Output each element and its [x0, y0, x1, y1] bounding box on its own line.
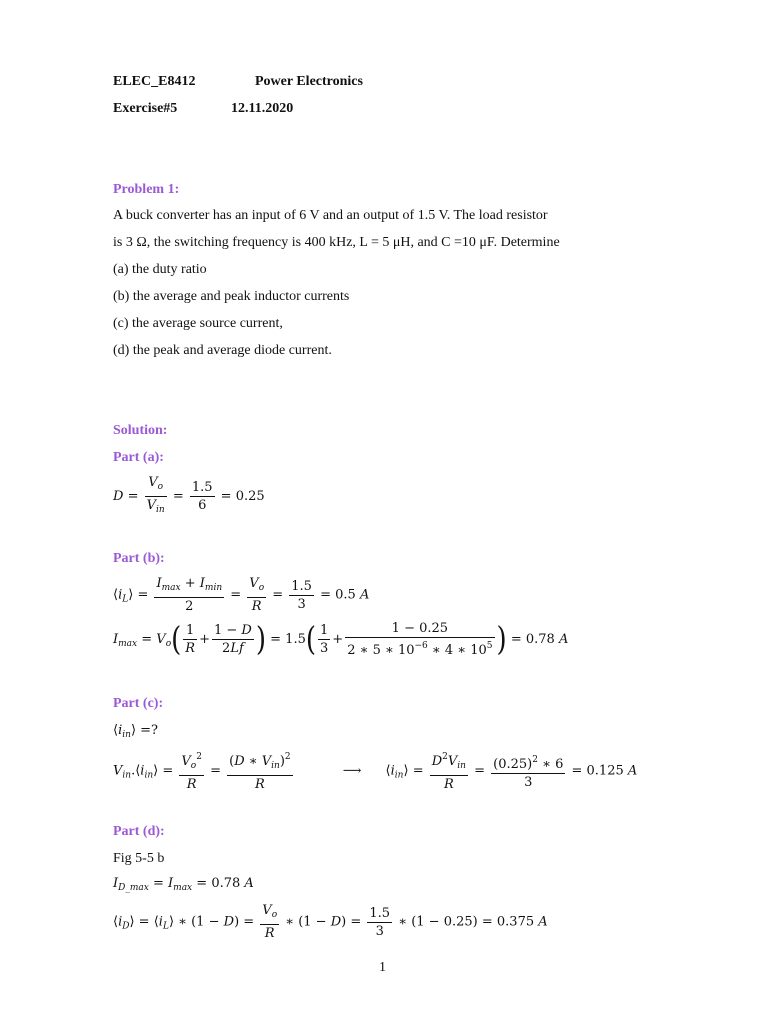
source-current-result: 0.125 — [586, 763, 624, 779]
avg-inductor-current-result: 0.5 — [335, 587, 356, 603]
avg-diode-current-result: 0.375 — [496, 914, 535, 930]
source-current-question: $⟨i_{in}⟩$ =? — [113, 723, 159, 740]
exercise-label: Exercise#5 — [113, 101, 178, 116]
duty-ratio-result: 0.25 — [235, 489, 265, 504]
course-code: ELEC_E8412 — [113, 74, 196, 89]
problem-line: is 3 Ω, the switching frequency is 400 kHz, L = 5 μH, and C =10 μF. Determine — [113, 235, 560, 250]
source-current-equation: $V_{in}.⟨i_{in}⟩$ = $\frac{V_o^2}{R}$ = $\frac{(D ∗ V_{in})^2}{R}$ ⟶ $⟨i_{in}⟩$ = $\frac{D^2V_{in}}{R}$ = $\frac{(0.25)^2 ∗ 6}{3}$ = 0.125 A — [113, 749, 637, 793]
part-b-heading: Part (b): — [113, 551, 165, 566]
avg-diode-current-equation: $⟨i_D⟩$ = $⟨i_L⟩$ ∗ (1 − D) = $\frac{V_o}{R}$ ∗ (1 − D) = $\frac{1.5}{3}$ ∗ (1 − 0.25) = 0.375 A — [113, 903, 548, 941]
duty-ratio-equation: D = $\frac{V_o}{V_{in}}$ = $\frac{1.5}{6}$ = 0.25 — [113, 475, 265, 515]
figure-reference: Fig 5-5 b — [113, 851, 165, 866]
problem-heading: Problem 1: — [113, 182, 180, 197]
part-c-heading: Part (c): — [113, 696, 164, 711]
peak-diode-current-result: 0.78 — [211, 876, 241, 891]
peak-inductor-current-result: 0.78 — [525, 632, 555, 647]
part-a-heading: Part (a): — [113, 450, 164, 465]
problem-line: (d) the peak and average diode current. — [113, 343, 332, 358]
avg-inductor-current-equation: $⟨i_L⟩$ = $\frac{I_{max} + I_{min}}{2}$ = $\frac{V_o}{R}$ = $\frac{1.5}{3}$ = 0.5 A — [113, 576, 370, 614]
course-title: Power Electronics — [255, 74, 363, 89]
peak-diode-current-equation: $I_{D\_max} = I_{max} = 0.78$ A — [113, 876, 254, 893]
exercise-date: 12.11.2020 — [231, 101, 294, 116]
problem-line: A buck converter has an input of 6 V and an output of 1.5 V. The load resistor — [113, 208, 548, 223]
solution-heading: Solution: — [113, 423, 168, 438]
peak-inductor-current-equation: $I_{max} = V_o$( $\frac{1}{R}$ + $\frac{1 - D}{2Lf}$ ) = 1.5( $\frac{1}{3}$ + $\frac{1 - 0.25}{2 ∗ 5 ∗ 10^{-6} ∗ 4 ∗ 10^5}$ ) = 0.78 A — [113, 620, 569, 659]
part-d-heading: Part (d): — [113, 824, 165, 839]
problem-line: (a) the duty ratio — [113, 262, 207, 277]
page-number: 1 — [379, 960, 386, 975]
problem-line: (b) the average and peak inductor currents — [113, 289, 350, 304]
problem-line: (c) the average source current, — [113, 316, 283, 331]
